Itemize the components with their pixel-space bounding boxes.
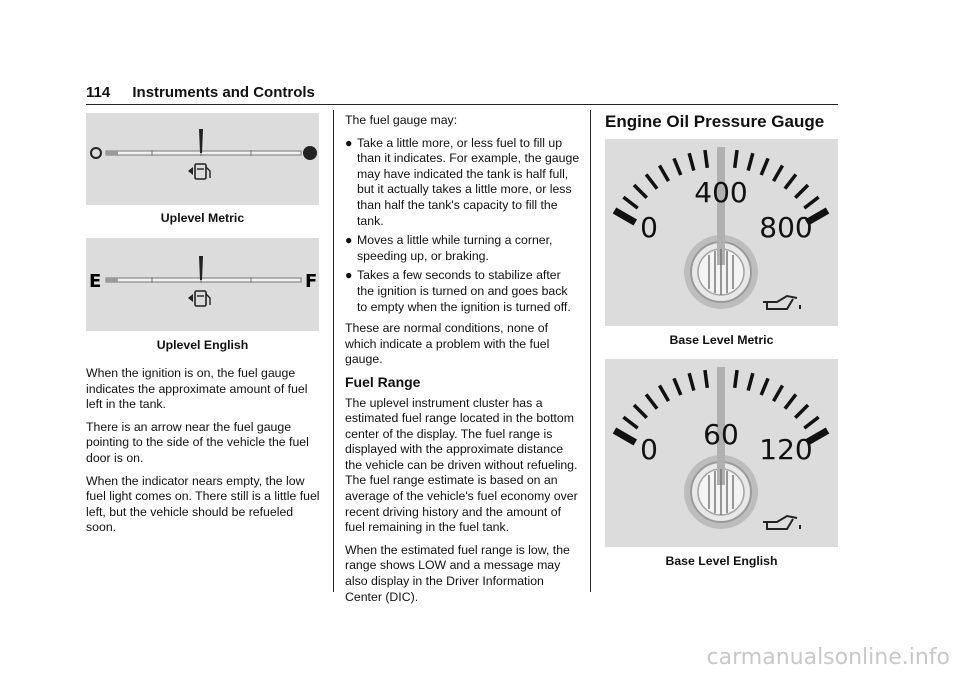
gauge-low-label: 0: [640, 433, 658, 466]
page-number: 114: [86, 84, 111, 101]
needle: [199, 256, 203, 280]
gauge-tick: [785, 174, 796, 188]
gauge-high-label: 120: [759, 433, 813, 466]
fuel-pump-icon: [195, 164, 206, 179]
gauge-tick: [761, 158, 768, 175]
empty-label: E: [89, 271, 102, 292]
empty-circle-icon: [91, 148, 101, 158]
gauge-tick: [634, 185, 647, 198]
oil-pressure-heading: Engine Oil Pressure Gauge: [605, 112, 825, 131]
bullet-icon: ●: [345, 135, 353, 150]
full-circle-icon: [303, 146, 317, 160]
gauge-tick: [689, 153, 694, 170]
paragraph: These are normal conditions, none of which indicate a problem with the fuel gauge.: [345, 321, 550, 367]
gauge-tick: [748, 373, 753, 390]
paragraph: When the estimated fuel range is low, the range shows LOW and a message may also display in the Driver Information Center (DIC).: [345, 542, 570, 604]
section-title: Instruments and Controls: [132, 84, 315, 101]
full-label: F: [305, 271, 318, 292]
list-item: ● Take a little more, or less fuel to fill up than it indicates. For example, the gauge may have indicated the tank is half full, but it actually takes a little more, or less than half the tank's capacity to fill the tank.: [345, 135, 580, 228]
gauge-tick: [735, 150, 737, 168]
gauge-tick: [774, 165, 783, 181]
gauge-mid-label: 400: [694, 176, 748, 209]
caption-base-level-metric: Base Level Metric: [669, 333, 774, 347]
fuel-range-heading: Fuel Range: [345, 373, 421, 390]
gauge-tick: [774, 385, 783, 401]
column-2-text: [345, 113, 580, 612]
bullet-list: [345, 136, 580, 316]
gauge-tick: [795, 185, 808, 198]
gauge-tick: [761, 378, 768, 395]
fuel-pump-icon: [195, 291, 206, 306]
oil-can-icon: [763, 516, 800, 529]
header-rule: [86, 104, 838, 105]
caption-base-level-english: Base Level English: [665, 554, 778, 568]
gauge-tick: [674, 378, 681, 395]
gauge-tick: [689, 373, 694, 390]
gauge-tick: [735, 370, 737, 388]
fuel-door-arrow-icon: [188, 167, 193, 175]
gauge-tick: [785, 394, 796, 408]
caption-uplevel-metric: Uplevel Metric: [160, 211, 245, 225]
fuel-door-arrow-icon: [188, 294, 193, 302]
gauge-tick: [705, 150, 707, 168]
oil-can-icon: [763, 296, 800, 309]
fuel-gauge-metric-figure: [86, 113, 319, 205]
fuel-gauge-english-figure: [86, 238, 319, 331]
oil-gauge-english-figure: [605, 359, 838, 547]
gauge-tick: [660, 385, 669, 401]
watermark: carmanualsonline.info: [706, 645, 950, 670]
gauge-tick: [623, 417, 637, 428]
list-item: ● Takes a few seconds to stabilize after the ignition is turned on and goes back to empty when the ignition is turned off.: [345, 268, 571, 314]
gauge-high-label: 800: [759, 211, 813, 244]
page-header: [86, 84, 315, 101]
caption-uplevel-english: Uplevel English: [156, 338, 249, 352]
bullet-icon: ●: [345, 268, 353, 283]
gauge-tick: [614, 211, 635, 223]
paragraph: The uplevel instrument cluster has a estimated fuel range located in the bottom center of the display. The fuel range is displayed with the approximate distance the vehicle can be driven without refueling. The fuel range estimate is based on an average of the vehicle's fuel economy over recent driving history and the amount of fuel remaining in the fuel tank.: [345, 395, 578, 535]
column-1-text: [86, 366, 324, 543]
gauge-tick: [634, 405, 647, 418]
gauge-tick: [614, 431, 635, 443]
gauge-tick: [646, 174, 657, 188]
paragraph: When the indicator nears empty, the low fuel light comes on. There still is a little fuel left, but the vehicle should be refueled soon.: [86, 473, 320, 535]
gauge-low-label: 0: [640, 211, 658, 244]
gauge-tick: [804, 417, 818, 428]
gauge-tick: [646, 394, 657, 408]
bullet-icon: ●: [345, 233, 353, 248]
needle: [199, 129, 203, 153]
gauge-tick: [804, 197, 818, 208]
gauge-mid-label: 60: [703, 418, 739, 451]
intro-text: The fuel gauge may:: [345, 113, 458, 127]
gauge-tick: [795, 405, 808, 418]
list-item: ● Moves a little while turning a corner, speeding up, or braking.: [345, 233, 553, 263]
column-divider-2: [590, 110, 591, 592]
column-divider-1: [333, 110, 334, 592]
paragraph: There is an arrow near the fuel gauge pointing to the side of the vehicle the fuel door is on.: [86, 419, 309, 465]
gauge-tick: [674, 158, 681, 175]
gauge-tick: [623, 197, 637, 208]
oil-gauge-metric-figure: [605, 139, 838, 326]
gauge-tick: [660, 165, 669, 181]
gauge-tick: [748, 153, 753, 170]
gauge-tick: [705, 370, 707, 388]
paragraph: When the ignition is on, the fuel gauge indicates the approximate amount of fuel left in the tank.: [86, 366, 308, 412]
